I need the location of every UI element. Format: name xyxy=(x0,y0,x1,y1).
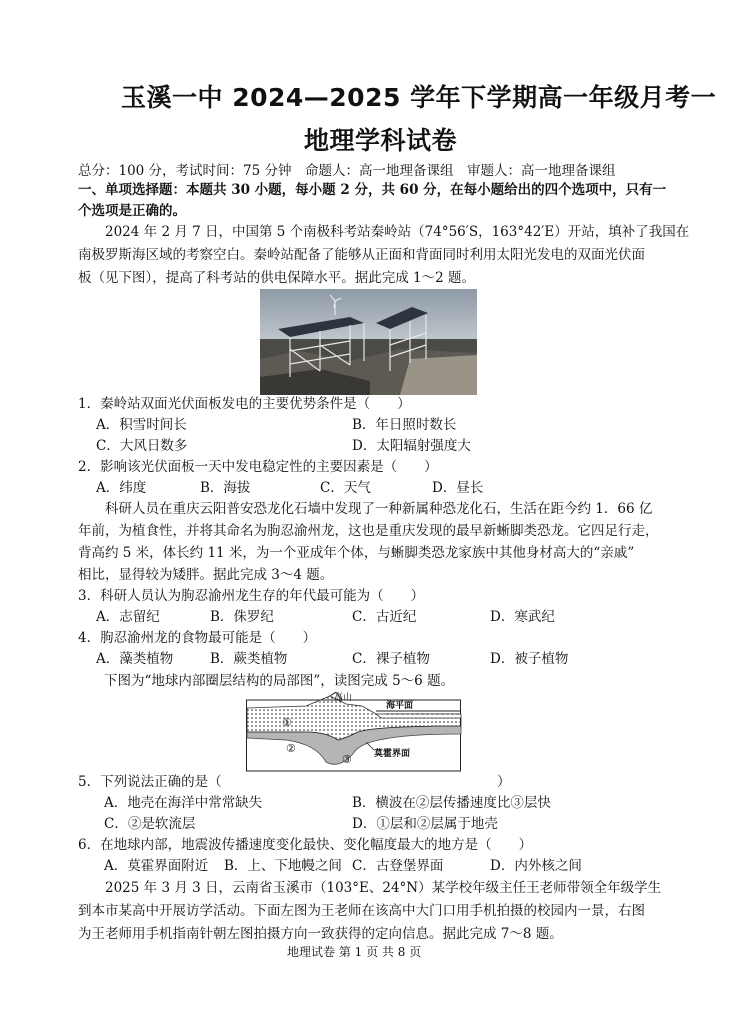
question-5-option-a[interactable]: A．地壳在海洋中常常缺失 xyxy=(104,795,263,811)
passage-line: 相比，显得较为矮胖。据此完成 3～4 题。 xyxy=(78,567,334,583)
label-mountain: 高山 xyxy=(334,693,353,703)
question-4-option-d[interactable]: D．被子植物 xyxy=(490,651,569,667)
question-5-option-d[interactable]: D．①层和②层属于地壳 xyxy=(352,816,498,832)
question-2-option-d[interactable]: D．昼长 xyxy=(432,480,484,496)
question-2-stem: 2．影响该光伏面板一天中发电稳定性的主要因素是（ ） xyxy=(78,459,438,475)
question-4-stem: 4．朐忍渝州龙的食物最可能是（ ） xyxy=(78,630,317,646)
passage-line: 科研人员在重庆云阳普安恐龙化石墙中发现了一种新属种恐龙化石，生活在距今约 1．66 亿 xyxy=(78,501,653,517)
question-5-option-c[interactable]: C．②是软流层 xyxy=(104,816,196,832)
question-1-option-c[interactable]: C．大风日数多 xyxy=(96,438,188,454)
label-layer-1: ① xyxy=(282,716,292,729)
question-4-option-b[interactable]: B．蕨类植物 xyxy=(210,651,288,667)
question-1-option-a[interactable]: A．积雪时间长 xyxy=(96,417,187,433)
passage-line: 为王老师用手机指南针朝左图拍摄方向一致获得的定向信息。据此完成 7～8 题。 xyxy=(78,926,563,942)
question-3-stem: 3．科研人员认为朐忍渝州龙生存的年代最可能为（ ） xyxy=(78,588,425,604)
diagram-intro: 下图为“地球内部圈层结构的局部图”，读图完成 5～6 题。 xyxy=(104,673,455,689)
passage-line: 2025 年 3 月 3 日，云南省玉溪市（103°E、24°N）某学校年级主任王老师带领全年级学生 xyxy=(78,880,662,896)
page-footer: 地理试卷 第 1 页 共 8 页 xyxy=(287,945,422,959)
passage-line: 到本市某高中开展访学活动。下面左图为王老师在该高中大门口用手机拍摄的校园内一景，右图 xyxy=(78,903,645,919)
label-moho: 莫霍界面 xyxy=(374,749,411,759)
question-6-option-c[interactable]: C．古登堡界面 xyxy=(352,858,444,874)
question-5-stem-end: ） xyxy=(497,774,511,790)
label-layer-3: ③ xyxy=(342,753,352,766)
passage-line: 2024 年 2 月 7 日，中国第 5 个南极科考站秦岭站（74°56′S，163°42′E）开站，填补了我国在 xyxy=(78,224,690,240)
question-2-option-a[interactable]: A．纬度 xyxy=(96,480,147,496)
solar-panel-photo xyxy=(260,289,477,395)
question-3-option-d[interactable]: D．寒武纪 xyxy=(490,609,555,625)
section-heading: 一、单项选择题：本题共 30 小题，每小题 2 分，共 60 分，在每小题给出的四个选项中，只有一 xyxy=(78,182,667,198)
passage-line: 南极罗斯海区域的考察空白。秦岭站配备了能够从正面和背面同时利用太阳光发电的双面光伏面 xyxy=(78,247,645,263)
question-3-option-b[interactable]: B．侏罗纪 xyxy=(210,609,274,625)
question-2-option-c[interactable]: C．天气 xyxy=(320,480,371,496)
question-1-option-d[interactable]: D．太阳辐射强度大 xyxy=(352,438,471,454)
passage-line: 背高约 5 米，体长约 11 米，为一个亚成年个体，与蜥脚类恐龙家族中其他身材高大的“亲戚” xyxy=(78,545,635,561)
label-layer-2: ② xyxy=(286,742,296,755)
earth-layers-diagram xyxy=(246,692,462,772)
passage-line: 板（见下图），提高了科考站的供电保障水平。据此完成 1～2 题。 xyxy=(78,270,476,286)
question-6-stem: 6．在地球内部，地震波传播速度变化最快、变化幅度最大的地方是（ ） xyxy=(78,837,533,853)
exam-title: 玉溪一中 2024—2025 学年下学期高一年级月考一 xyxy=(121,83,717,112)
question-6-option-b[interactable]: B．上、下地幔之间 xyxy=(224,858,342,874)
question-2-option-b[interactable]: B．海拔 xyxy=(200,480,251,496)
question-3-option-a[interactable]: A．志留纪 xyxy=(96,609,160,625)
section-heading-cont: 个选项是正确的。 xyxy=(78,203,186,219)
question-3-option-c[interactable]: C．古近纪 xyxy=(352,609,417,625)
question-6-option-a[interactable]: A．莫霍界面附近 xyxy=(104,858,209,874)
question-6-option-d[interactable]: D．内外核之间 xyxy=(490,858,582,874)
question-5-stem: 5．下列说法正确的是（ xyxy=(78,774,222,790)
label-sea-level: 海平面 xyxy=(386,701,414,711)
exam-info: 总分：100 分，考试时间：75 分钟 命题人：高一地理备课组 审题人：高一地理备课组 xyxy=(78,163,616,179)
question-4-option-a[interactable]: A．藻类植物 xyxy=(96,651,174,667)
question-5-option-b[interactable]: B．横波在②层传播速度比③层快 xyxy=(352,795,551,811)
question-1-stem: 1．秦岭站双面光伏面板发电的主要优势条件是（ ） xyxy=(78,396,411,412)
question-4-option-c[interactable]: C．裸子植物 xyxy=(352,651,430,667)
passage-line: 年前，为植食性，并将其命名为朐忍渝州龙，这也是重庆发现的最早新蜥脚类恐龙。它四足行走， xyxy=(78,523,659,539)
question-1-option-b[interactable]: B．年日照时数长 xyxy=(352,417,457,433)
exam-subtitle: 地理学科试卷 xyxy=(304,126,458,155)
